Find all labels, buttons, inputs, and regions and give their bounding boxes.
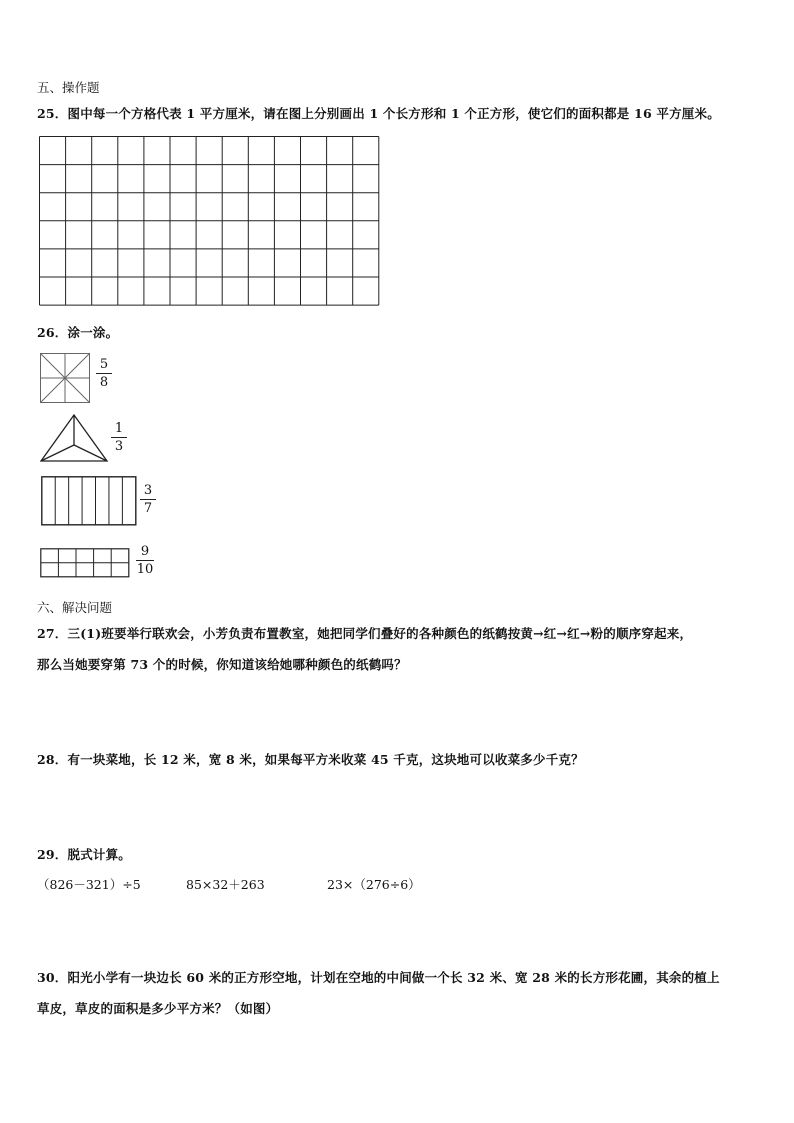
question-27-line1: 27．三(1)班要举行联欢会，小芳负责布置教室，她把同学们叠好的各种颜色的纸鹤按黄→红→红→粉的顺序穿起来， [37, 626, 693, 641]
square-eighths-figure[interactable] [40, 353, 90, 403]
square-grid[interactable] [39, 136, 380, 306]
fraction-9-10 [135, 544, 155, 577]
calc-expression-1: （826－321）÷5 [37, 877, 141, 892]
fraction-3-7 [139, 483, 157, 516]
fraction-denominator: 8 [99, 375, 109, 390]
fraction-numerator: 3 [143, 483, 153, 498]
fraction-numerator: 1 [114, 421, 124, 436]
question-29-text: 29．脱式计算。 [37, 847, 131, 862]
calc-expression-2: 85×32＋263 [186, 877, 265, 892]
question-28-text: 28．有一块菜地，长 12 米，宽 8 米，如果每平方米收菜 45 千克，这块地可以收菜多少千克？ [37, 752, 584, 767]
fraction-denominator: 3 [114, 439, 124, 454]
section-title-5: 五、操作题 [37, 80, 100, 95]
fraction-numerator: 9 [140, 544, 150, 559]
rectangle-outline [42, 477, 136, 525]
question-25-text: 25．图中每一个方格代表 1 平方厘米，请在图上分别画出 1 个长方形和 1 个正方形，使它们的面积都是 16 平方厘米。 [37, 106, 720, 121]
triangle-thirds-figure[interactable] [40, 414, 108, 462]
question-26-text: 26．涂一涂。 [37, 325, 119, 340]
question-27-line2: 那么当她要穿第 73 个的时候，你知道该给她哪种颜色的纸鹤吗？ [37, 657, 407, 672]
question-30-line2: 草皮，草皮的面积是多少平方米？（如图） [37, 1001, 279, 1016]
calc-expression-3: 23×（276÷6） [327, 877, 421, 892]
question-30-line1: 30．阳光小学有一块边长 60 米的正方形空地，计划在空地的中间做一个长 32 米、宽 28 米的长方形花圃，其余的植上 [37, 970, 720, 985]
rectangle-sevenths-figure[interactable] [41, 476, 137, 526]
section-title-6: 六、解决问题 [37, 600, 113, 615]
fraction-5-8 [95, 357, 113, 390]
rectangle-tenths-figure[interactable] [40, 548, 130, 578]
fraction-denominator: 7 [143, 501, 153, 516]
fraction-denominator: 10 [136, 562, 154, 577]
fraction-1-3 [110, 421, 128, 454]
fraction-numerator: 5 [99, 357, 109, 372]
